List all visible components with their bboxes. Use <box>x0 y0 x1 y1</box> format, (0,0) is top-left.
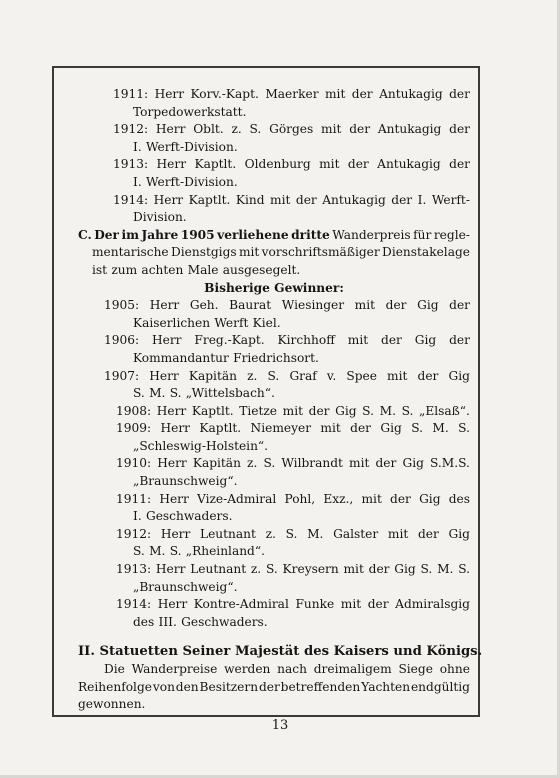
word: Wanderpreis <box>332 227 411 242</box>
word: S. <box>267 368 280 383</box>
word: dritte <box>291 227 330 242</box>
word: der <box>385 298 407 313</box>
text-line <box>78 244 470 262</box>
word: Kommandantur <box>133 350 229 365</box>
word: Herr <box>160 421 191 436</box>
word: „Rheinland“. <box>185 544 265 559</box>
word: Herr <box>155 122 186 137</box>
word: I. <box>133 139 142 154</box>
word: ausgesegelt. <box>222 262 301 277</box>
word: S.M.S. <box>430 456 470 471</box>
section-ii-heading-text: II. Statuetten Seiner Majestät des Kaisers und Königs. <box>78 644 483 660</box>
word: Besitzern <box>199 679 259 694</box>
word: werden <box>224 662 271 676</box>
word: Graf <box>289 368 317 383</box>
word: Herr <box>156 157 187 172</box>
word: der <box>368 562 390 577</box>
word: der <box>258 679 280 694</box>
page-number: 13 <box>271 718 289 733</box>
word: Dienstgigs <box>170 245 237 260</box>
word: Herr <box>154 87 185 101</box>
word: Antukagig <box>379 87 443 101</box>
word: Gig <box>448 368 470 383</box>
word: Torpedowerkstatt. <box>133 104 247 119</box>
word: Division. <box>133 210 187 225</box>
word: Spee <box>346 368 377 383</box>
word: Gig <box>448 526 470 541</box>
word: mit <box>321 122 342 137</box>
word: Gig <box>380 421 402 436</box>
word: 1913: <box>116 562 152 577</box>
text-line <box>78 543 470 561</box>
word: der <box>308 403 330 418</box>
word: Leutnant <box>190 562 247 577</box>
word: des <box>448 491 470 506</box>
word: der <box>417 526 439 541</box>
word: z. <box>265 526 276 541</box>
word: mit <box>349 456 370 471</box>
word: z. <box>250 562 262 577</box>
word: M. <box>149 386 166 401</box>
word: C. <box>78 227 92 242</box>
word: Kapitän <box>188 368 237 383</box>
text-line <box>78 174 470 192</box>
word: mit <box>320 421 341 436</box>
word: der <box>375 456 397 471</box>
word: Funke <box>295 597 335 612</box>
text-line <box>78 679 470 697</box>
word: Der <box>94 227 119 242</box>
word: S. <box>169 386 182 401</box>
word: Geh. <box>189 298 219 313</box>
word: Leutnant <box>200 526 256 541</box>
word: 1905: <box>104 298 140 313</box>
word: Jahre <box>141 227 179 242</box>
text-line <box>78 579 470 597</box>
word: Antukagig <box>377 122 442 137</box>
word: der <box>449 87 470 101</box>
word: mit <box>238 245 260 260</box>
word: z. <box>231 122 242 137</box>
word: Herr <box>159 491 189 506</box>
word: I. <box>133 509 142 524</box>
word: der <box>350 421 371 436</box>
word: Werft-Division. <box>145 139 238 154</box>
word: 1914: <box>113 192 149 207</box>
word: I. <box>417 192 427 207</box>
word: mit <box>354 298 376 313</box>
text-line <box>78 280 470 298</box>
word: 1906: <box>104 333 140 348</box>
word: „Braunschweig“. <box>133 474 238 489</box>
word: mit <box>387 368 408 383</box>
word: Friedrichsort. <box>233 350 319 365</box>
word: Galster <box>333 526 379 541</box>
word: Niemeyer <box>250 421 312 436</box>
word: Kapitän <box>192 456 241 471</box>
word: nach <box>277 662 307 676</box>
word: I. <box>133 174 142 189</box>
word: gewonnen. <box>78 697 146 712</box>
text-line <box>78 596 470 614</box>
word: betreffenden <box>280 679 361 694</box>
word: Bisherige <box>204 280 270 295</box>
text-line <box>78 614 470 632</box>
word: M. <box>432 421 449 436</box>
word: Kreysern <box>282 562 339 577</box>
word: S. <box>133 544 145 559</box>
word: der <box>295 192 317 207</box>
text-line <box>78 403 470 421</box>
word: z. <box>247 368 258 383</box>
word: Kaptlt. <box>199 421 242 436</box>
text-line <box>78 192 470 210</box>
text-line <box>78 508 470 526</box>
word: der <box>449 333 470 348</box>
word: 1905 <box>180 227 215 242</box>
word: M. <box>149 544 166 559</box>
word: M. <box>379 403 396 418</box>
word: regle- <box>433 227 470 242</box>
word: mit <box>282 403 304 418</box>
word: ist <box>92 262 108 277</box>
word: der <box>367 597 389 612</box>
winner-list <box>78 86 470 631</box>
word: „Schleswig-Holstein“. <box>133 438 269 453</box>
section-ii-paragraph <box>78 661 470 714</box>
text-line <box>78 86 470 104</box>
word: M. <box>307 526 324 541</box>
word: Herr <box>153 192 184 207</box>
word: Die <box>104 662 125 676</box>
word: den <box>175 679 199 694</box>
text-line <box>78 227 470 245</box>
word: Baurat <box>229 298 272 313</box>
word: vorschriftsmäßiger <box>261 245 380 260</box>
word: Antukagig <box>322 192 386 207</box>
word: für <box>413 227 432 242</box>
word: der <box>417 368 439 383</box>
word: der <box>351 87 373 101</box>
word: Herr <box>149 368 179 383</box>
word: von <box>152 679 175 694</box>
text-line <box>78 438 470 456</box>
text-line <box>78 455 470 473</box>
word: mit <box>340 597 362 612</box>
word: S. <box>263 456 276 471</box>
word: ohne <box>439 662 470 676</box>
word: 1910: <box>116 456 152 471</box>
word: Antukagig <box>377 157 441 172</box>
text-line <box>78 368 470 386</box>
word: Exz., <box>323 491 354 506</box>
word: Werft- <box>431 192 470 207</box>
word: Herr <box>157 456 187 471</box>
text-line <box>78 315 470 333</box>
word: Vize-Admiral <box>197 491 277 506</box>
word: Wanderpreise <box>131 662 218 676</box>
text-line <box>78 491 470 509</box>
word: S. <box>420 562 433 577</box>
word: mit <box>343 562 364 577</box>
word: Tietze <box>239 403 278 418</box>
text-line <box>78 121 470 139</box>
word: Herr <box>156 403 187 418</box>
text-line <box>78 297 470 315</box>
word: Kaptlt. <box>191 403 234 418</box>
word: achten <box>141 262 184 277</box>
word: S. <box>133 386 145 401</box>
word: „Elsaß“. <box>419 403 470 418</box>
word: S. <box>169 544 182 559</box>
word: Herr <box>157 597 188 612</box>
word: 1911: <box>113 87 149 101</box>
word: Gig <box>419 491 441 506</box>
word: verliehene <box>217 227 289 242</box>
word: Herr <box>160 526 191 541</box>
text-line <box>78 526 470 544</box>
text-line <box>78 262 470 280</box>
word: Geschwaders. <box>181 614 268 629</box>
word: Gig <box>417 298 439 313</box>
word: Geschwaders. <box>145 509 233 524</box>
word: des <box>133 614 155 629</box>
word: Reihenfolge <box>78 679 152 694</box>
word: Yachten <box>361 679 411 694</box>
word: S. <box>411 421 424 436</box>
word: 1912: <box>116 526 152 541</box>
word: Pohl, <box>284 491 316 506</box>
word: der <box>449 122 470 137</box>
word: der <box>391 192 413 207</box>
word: Gig <box>414 333 437 348</box>
text-line <box>78 104 470 122</box>
word: 1908: <box>116 403 152 418</box>
word: zum <box>111 262 138 277</box>
word: der <box>381 333 402 348</box>
word: mit <box>387 526 409 541</box>
word: Kaptlt. <box>188 192 231 207</box>
text-line <box>78 420 470 438</box>
word: 1913: <box>113 157 149 172</box>
word: der <box>449 298 470 313</box>
word: S. <box>401 403 414 418</box>
word: endgültig <box>410 679 470 694</box>
word: Freg.-Kapt. <box>194 333 265 348</box>
text-line <box>78 696 470 714</box>
text-line <box>78 209 470 227</box>
word: 1907: <box>104 368 140 383</box>
word: Kaptlt. <box>194 157 237 172</box>
word: mit <box>319 157 340 172</box>
word: mentarische <box>92 245 169 260</box>
word: Herr <box>152 333 182 348</box>
word: 1911: <box>116 491 152 506</box>
text-line <box>78 139 470 157</box>
word: Admiralsgig <box>395 597 470 612</box>
word: Siege <box>398 662 433 676</box>
word: „Braunschweig“. <box>133 579 238 594</box>
word: Herr <box>155 562 186 577</box>
word: S. <box>458 421 470 436</box>
word: Dienstakelage <box>382 245 470 260</box>
word: Male <box>187 262 219 277</box>
word: Görges <box>269 122 314 137</box>
word: S. <box>362 403 374 418</box>
text-line <box>78 156 470 174</box>
word: der <box>349 122 371 137</box>
word: Werft-Division. <box>145 174 238 189</box>
word: z. <box>247 456 258 471</box>
word: Oblt. <box>193 122 224 137</box>
word: mit <box>324 87 346 101</box>
word: S. <box>249 122 262 137</box>
word: mit <box>361 491 382 506</box>
text-line <box>78 561 470 579</box>
word: „Wittelsbach“. <box>185 386 275 401</box>
word: Herr <box>149 298 180 313</box>
word: v. <box>326 368 337 383</box>
word: Werft <box>214 315 249 330</box>
word: S. <box>458 562 470 577</box>
word: 1914: <box>116 597 152 612</box>
word: Maerker <box>265 87 319 101</box>
word: Gewinner: <box>274 280 344 295</box>
word: Kiel. <box>252 315 281 330</box>
word: der <box>449 157 470 172</box>
word: Gig <box>402 456 424 471</box>
word: Gig <box>394 562 416 577</box>
word: M. <box>437 562 454 577</box>
word: im <box>121 227 140 242</box>
word: 1909: <box>116 421 152 436</box>
word: S. <box>285 526 298 541</box>
word: Korv.-Kapt. <box>190 87 259 101</box>
word: III. <box>158 614 177 629</box>
word: Kirchhoff <box>277 333 335 348</box>
word: mit <box>270 192 291 207</box>
text-line <box>78 661 470 679</box>
text-line <box>78 385 470 403</box>
word: der <box>390 491 411 506</box>
word: Kaiserlichen <box>133 315 211 330</box>
word: Oldenburg <box>244 157 311 172</box>
word: mit <box>347 333 369 348</box>
word: 1912: <box>113 122 149 137</box>
text-line <box>78 473 470 491</box>
word: Kontre-Admiral <box>193 597 289 612</box>
word: Wilbrandt <box>281 456 343 471</box>
text-line <box>78 350 470 368</box>
word: Kind <box>235 192 265 207</box>
document-body <box>78 86 483 714</box>
word: Gig <box>335 403 357 418</box>
word: Wiesinger <box>281 298 345 313</box>
word: S. <box>265 562 278 577</box>
word: dreimaligem <box>313 662 392 676</box>
word: der <box>347 157 369 172</box>
section-ii-heading <box>78 643 483 661</box>
text-line <box>78 332 470 350</box>
